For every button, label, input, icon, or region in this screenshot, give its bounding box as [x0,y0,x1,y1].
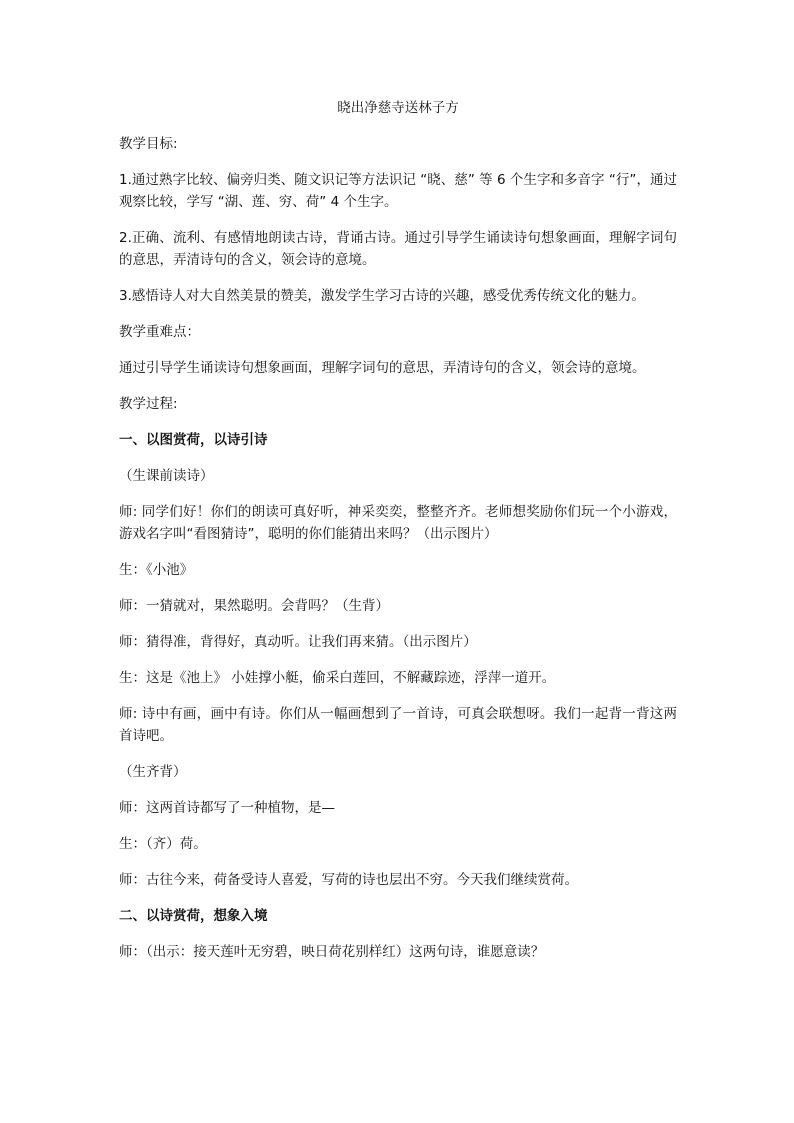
paragraph: 1.通过熟字比较、偏旁归类、随文识记等方法识记 “晓、慈” 等 6 个生字和多音字 “行”，通过观察比较，学写 “湖、莲、穷、荷” 4 个生字。 [119,172,677,210]
paragraph: 生：（齐）荷。 [119,836,207,852]
paragraph: 生：《小池》 [119,562,194,578]
paragraph: 师: 同学们好！你们的朗读可真好听，神采奕奕，整整齐齐。老师想奖励你们玩一个小游戏，游戏名字叫“看图猜诗”，聪明的你们能猜出来吗？（出示图片） [119,504,677,542]
document-title: 晓出净慈寺送林子方 [337,100,459,116]
paragraph: （生课前读诗） [119,468,214,484]
paragraph: 教学过程: [119,396,178,412]
document-page [119,98,677,977]
paragraph: 3.感悟诗人对大自然美景的赞美，激发学生学习古诗的兴趣，感受优秀传统文化的魅力。 [119,288,645,304]
paragraph: 教学重难点： [119,324,200,340]
paragraph: 生：这是《池上》 小娃撑小艇，偷采白莲回，不解藏踪迹，浮萍一道开。 [119,670,556,686]
section-heading: 二、以诗赏荷，想象入境 [119,908,268,924]
paragraph: 通过引导学生诵读诗句想象画面，理解字词句的意思，弄清诗句的含义，领会诗的意境。 [119,360,646,376]
section-heading: 一、以图赏荷，以诗引诗 [119,432,268,448]
paragraph: 教学目标: [119,136,178,152]
paragraph: 师：这两首诗都写了一种植物，是— [119,800,335,816]
paragraph: 师: 诗中有画，画中有诗。你们从一幅画想到了一首诗，可真会联想呀。我们一起背一背这两首诗吧。 [119,706,677,744]
document-body [119,133,677,963]
paragraph: （生齐背） [119,764,187,780]
paragraph: 师：一猜就对，果然聪明。会背吗？（生背） [119,598,389,614]
paragraph: 师：古往今来，荷备受诗人喜爱，写荷的诗也层出不穷。今天我们继续赏荷。 [119,872,578,888]
paragraph: 师：猜得准，背得好，真动听。让我们再来猜。（出示图片） [119,634,477,650]
paragraph: 师：（出示：接天莲叶无穷碧，映日荷花别样红）这两句诗，谁愿意读？ [119,944,545,960]
paragraph: 2.正确、流利、有感情地朗读古诗，背诵古诗。通过引导学生诵读诗句想象画面，理解字词句的意思，弄清诗句的含义，领会诗的意境。 [119,230,677,268]
